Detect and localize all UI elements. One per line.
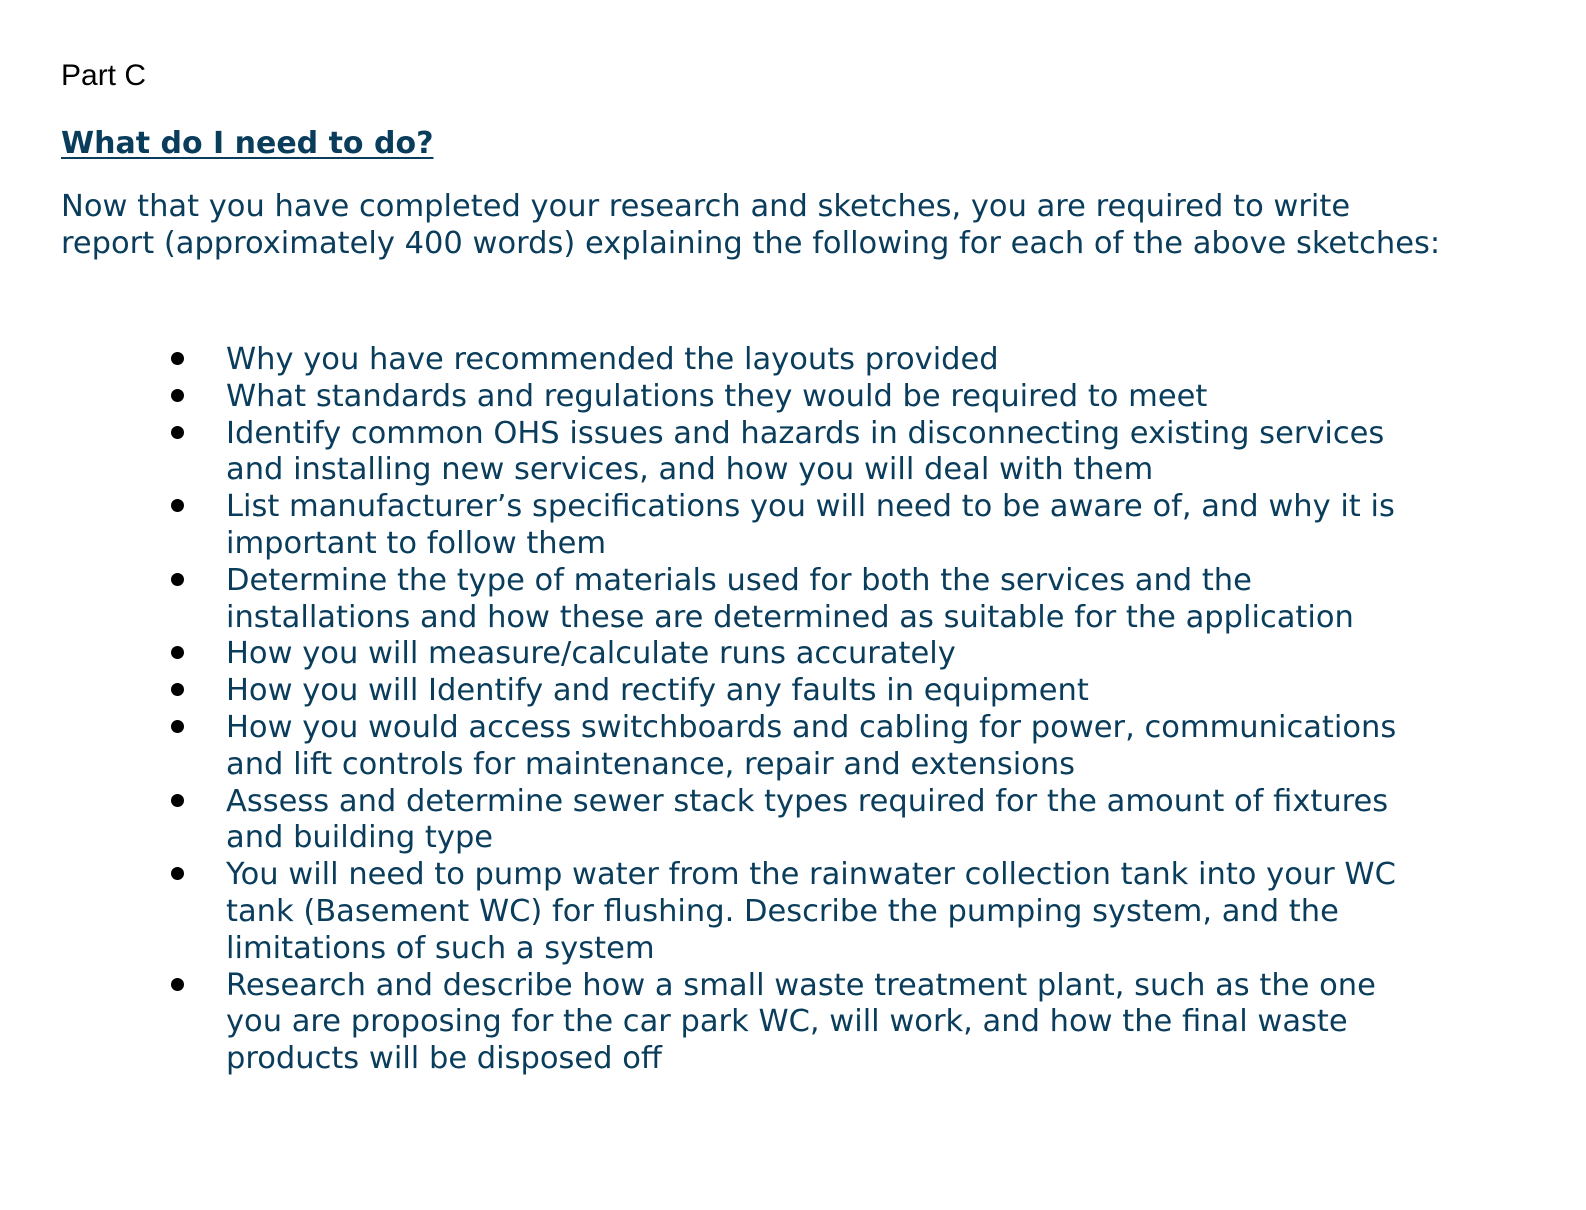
part-title: Part C bbox=[61, 59, 147, 92]
list-item-text: Identify common OHS issues and hazards in disconnecting existing services and installing new services, and how you will deal with them bbox=[226, 415, 1385, 488]
bullet-icon bbox=[171, 867, 184, 880]
list-item-text: You will need to pump water from the rainwater collection tank into your WC tank (Basement WC) for flushing. Describe the pumping system, and the limitations of such a system bbox=[226, 857, 1396, 966]
bullet-icon bbox=[171, 499, 184, 512]
bullet-icon bbox=[171, 573, 184, 586]
bullet-icon bbox=[171, 794, 184, 807]
list-item-text: Research and describe how a small waste treatment plant, such as the one you are proposing for the car park WC, will work, and how the final waste products will be disposed off bbox=[226, 967, 1376, 1077]
list-item bbox=[61, 416, 1436, 490]
list-item-text: How you would access switchboards and cabling for power, communications and lift controls for maintenance, repair and extensions bbox=[226, 709, 1397, 782]
list-item bbox=[61, 489, 1436, 563]
list-item-text: Why you have recommended the layouts provided bbox=[226, 342, 999, 377]
list-item-text: What standards and regulations they would be required to meet bbox=[226, 378, 1208, 414]
list-item-text: List manufacturer’s specifications you will need to be aware of, and why it is important to follow them bbox=[226, 489, 1395, 561]
bullet-icon bbox=[171, 683, 184, 696]
list-item bbox=[61, 342, 1436, 379]
section-heading: What do I need to do? bbox=[61, 126, 434, 161]
list-item bbox=[61, 784, 1436, 858]
bullet-icon bbox=[171, 720, 184, 733]
bullet-icon bbox=[171, 352, 184, 365]
list-item bbox=[61, 379, 1436, 416]
list-item-text: How you will measure/calculate runs accurately bbox=[226, 636, 956, 672]
list-item bbox=[61, 857, 1436, 967]
list-item bbox=[61, 710, 1436, 784]
bullet-icon bbox=[171, 646, 184, 659]
list-item bbox=[61, 673, 1436, 710]
list-item-text: Assess and determine sewer stack types required for the amount of fixtures and building type bbox=[226, 783, 1389, 856]
list-item bbox=[61, 968, 1436, 1078]
bullet-icon bbox=[171, 978, 184, 991]
list-item bbox=[61, 563, 1436, 637]
task-list bbox=[61, 342, 1436, 1078]
list-item bbox=[61, 636, 1436, 673]
list-item-text: Determine the type of materials used for both the services and the installations and how these are determined as suitable for the application bbox=[226, 562, 1354, 635]
bullet-icon bbox=[171, 389, 184, 402]
bullet-icon bbox=[171, 426, 184, 439]
intro-paragraph: Now that you have completed your research and sketches, you are required to write report (approximately 400 words) explaining the following for each of the above sketches: bbox=[61, 189, 1441, 261]
list-item-text: How you will Identify and rectify any faults in equipment bbox=[226, 673, 1089, 709]
